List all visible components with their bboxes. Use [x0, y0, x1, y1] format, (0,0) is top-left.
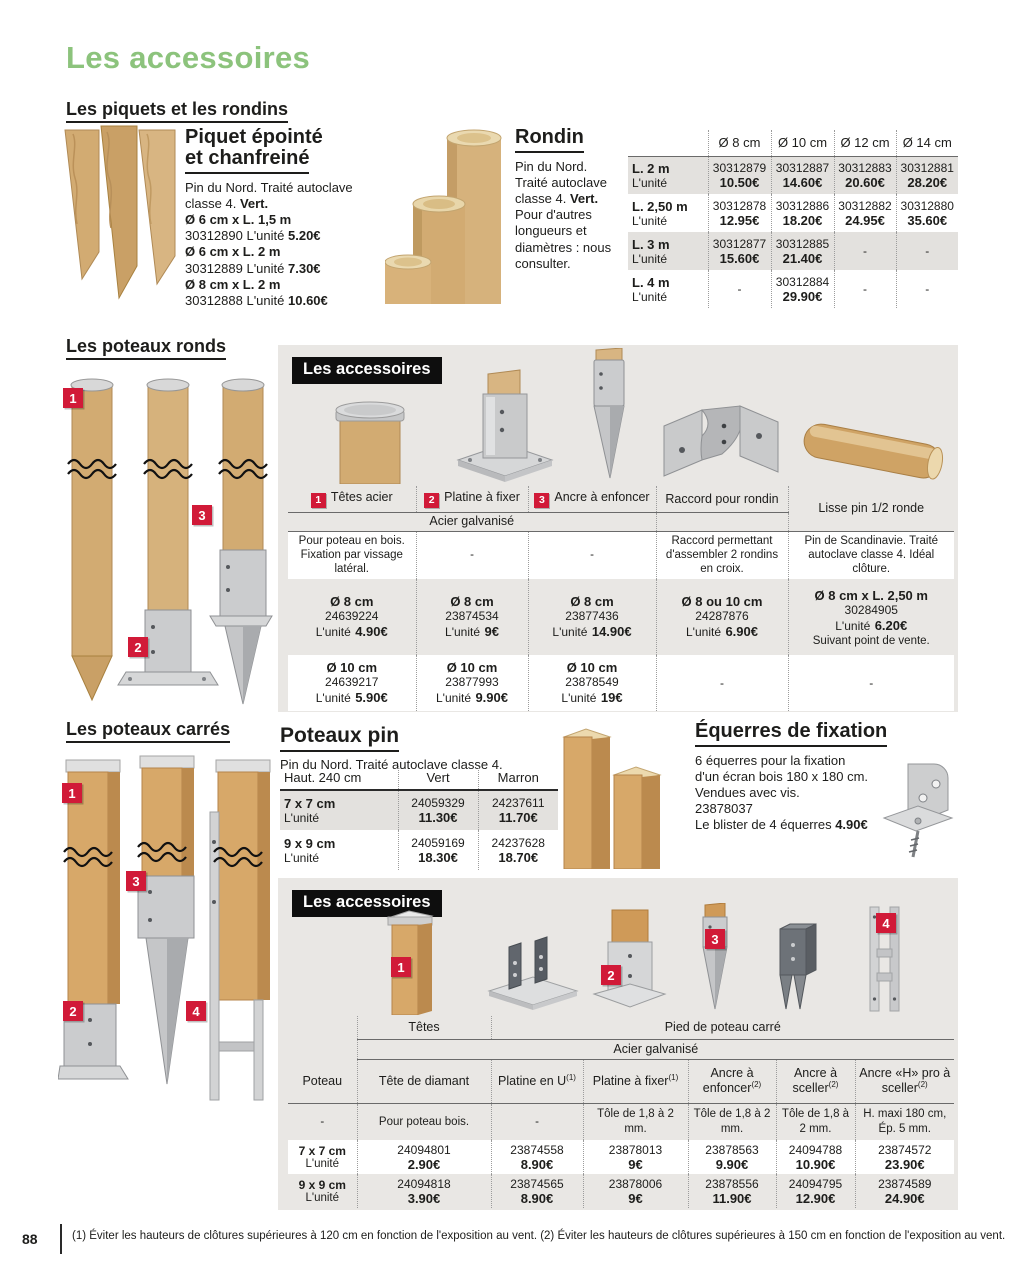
row-label: 7 x 7 cm: [298, 1144, 346, 1158]
price: 24.90€: [884, 1190, 925, 1206]
piquet-item: Ø 6 cm x L. 2 m 30312889 L'unité 7.30€: [185, 244, 321, 276]
price: 15.60€: [719, 250, 760, 266]
col-header: 2 Platine à fixer: [416, 486, 528, 512]
table-row: Ø 10 cm 24639217 L'unité 5.90€ Ø 10 cm 23877993 L'unité 9.90€ Ø 10 cm 23878549 L'unité 19€ - -: [288, 655, 954, 711]
rondins-photo: [385, 122, 505, 304]
col-header: 3 Ancre à enfoncer: [528, 486, 656, 512]
callout-badge-4: 4: [186, 1001, 206, 1021]
price: 3.90€: [407, 1190, 441, 1206]
col-header: Ancre à enfoncer$^{(2)}$: [688, 1059, 776, 1103]
panel-title: Les accessoires: [292, 357, 442, 384]
col-header: Ø 12 cm: [834, 130, 896, 156]
desc-cell: H. maxi 180 cm, Ép. 5 mm.: [855, 1103, 954, 1140]
price: 24.95€: [845, 212, 885, 228]
desc-cell: Tôle de 1,8 à 2 mm.: [583, 1103, 688, 1140]
desc-cell: Raccord permettant d'assembler 2 rondins en croix.: [656, 531, 788, 579]
dash-cell: -: [416, 531, 528, 579]
price: 6.20€: [874, 617, 908, 633]
product-title-piquet: Piquet épointé et chanfreiné: [185, 127, 375, 174]
price: 12.90€: [795, 1190, 836, 1206]
ref: 23874534: [445, 608, 499, 623]
dash-cell: -: [896, 270, 958, 308]
price: 14.60€: [782, 174, 823, 190]
col-header: Poteau: [288, 1059, 357, 1103]
callout-badge-3: 3: [705, 929, 725, 949]
price: 18.30€: [418, 849, 458, 865]
price: 9.90€: [475, 689, 508, 705]
ref: 24094801: [397, 1142, 451, 1157]
ref: 23874558: [510, 1142, 564, 1157]
table-row: L. 2,50 m L'unité 30312878 12.95€ 30312886 18.20€ 30312882 24.95€ 30312880 35.60€: [628, 194, 958, 232]
product-desc-poteaux-pin: Pin du Nord. Traité autoclave classe 4.: [280, 757, 503, 773]
ref: 23878013: [608, 1142, 663, 1157]
col-header: Haut. 240 cm: [280, 766, 398, 790]
col-header: Lisse pin 1/2 ronde: [788, 486, 954, 531]
platine-a-fixer-photo: [450, 368, 560, 484]
group-blank: [288, 1039, 357, 1059]
section-heading-piquets: Les piquets et les rondins: [66, 99, 288, 123]
table-row: 9 x 9 cm L'unité 24094818 3.90€ 23874565 8.90€ 23878006 9€ 23878556 11.90€ 24094795 12.90€ 23874589 24.90€: [288, 1174, 954, 1208]
price: 2.90€: [407, 1156, 441, 1172]
piquets-photo: [63, 124, 181, 306]
product-desc-equerres: 6 équerres pour la fixation d'un écran bois 180 x 180 cm. Vendues avec vis. 23878037 Le blister de 4 équerres 4.90€: [695, 753, 869, 833]
ref: 23878549: [565, 674, 619, 689]
ref: 23874565: [510, 1176, 564, 1191]
platine-en-u-photo: [485, 935, 580, 1011]
price: 11.70€: [498, 810, 538, 825]
col-header: Vert: [398, 766, 478, 790]
price: 11.90€: [712, 1190, 752, 1206]
table-row: [288, 1103, 954, 1140]
price: 28.20€: [907, 174, 948, 190]
dash-cell: -: [320, 1115, 325, 1128]
ref: 24094788: [788, 1142, 843, 1157]
ref: 23877436: [565, 608, 619, 623]
ref: 24639224: [325, 608, 379, 623]
product-desc-piquet: Pin du Nord. Traité autoclave classe 4. Vert.: [185, 180, 353, 212]
price: 35.60€: [907, 212, 948, 228]
ref: 24059329: [411, 796, 465, 810]
ref: 23874572: [878, 1142, 932, 1157]
price: 4.90€: [835, 817, 868, 833]
piquet-item: Ø 8 cm x L. 2 m 30312888 L'unité 10.60€: [185, 276, 328, 308]
row-label: L. 2 m: [632, 160, 670, 176]
table-row: Ø 8 cm 24639224 L'unité 4.90€ Ø 8 cm 23874534 L'unité 9€ Ø 8 cm 23877436 L'unité 14.90€ Ø 8 ou 10 cm 24287876 L'unité 6.90€ Ø 8 cm x L. 2,50 m 30284905 L'unité 6.20€ Suivant point de vente.: [288, 579, 954, 655]
ref: 24287876: [695, 608, 749, 623]
dash-cell: -: [834, 232, 896, 270]
price: 23.90€: [884, 1156, 925, 1172]
section-heading-poteaux-ronds: Les poteaux ronds: [66, 336, 226, 360]
ref: 23878037: [695, 801, 753, 817]
callout-badge-1: 1: [391, 957, 411, 977]
price: 6.90€: [725, 623, 758, 639]
group-header: Têtes: [357, 1016, 491, 1039]
badge-icon: 1: [311, 493, 326, 508]
price: 11.30€: [418, 810, 458, 825]
group-header: Pied de poteau carré: [491, 1016, 954, 1039]
platine-carree-photo: [592, 908, 667, 1014]
page-number: 88: [22, 1231, 38, 1247]
price: 14.90€: [591, 623, 632, 639]
subheader: Acier galvanisé: [357, 1039, 954, 1059]
col-header: Ø 10 cm: [771, 130, 834, 156]
price: 8.90€: [520, 1156, 554, 1172]
price: 8.90€: [520, 1190, 554, 1206]
dash-cell: -: [834, 270, 896, 308]
dash-cell: -: [656, 655, 788, 711]
ref: 30312885: [775, 236, 830, 251]
row-label: 9 x 9 cm: [284, 835, 336, 851]
accessories-carres-table: [288, 1016, 954, 1208]
badge-icon: 2: [424, 493, 439, 508]
ref: 23878556: [705, 1176, 759, 1191]
callout-badge-2: 2: [601, 965, 621, 985]
callout-badge-2: 2: [63, 1001, 83, 1021]
table-row: L. 2 m L'unité 30312879 10.50€ 30312887 14.60€ 30312883 20.60€ 30312881 28.20€: [628, 156, 958, 194]
page-title: Les accessoires: [66, 40, 311, 75]
row-label: L. 3 m: [632, 236, 670, 252]
price: 18.20€: [782, 212, 823, 228]
price: 5.90€: [355, 689, 388, 705]
table-row: [288, 531, 954, 579]
ref: 30312879: [712, 160, 767, 175]
ref: 24094795: [788, 1176, 843, 1191]
price: 10.90€: [795, 1156, 836, 1172]
price: 9€: [628, 1190, 643, 1206]
dash-cell: -: [708, 270, 771, 308]
equerre-photo: [878, 760, 958, 862]
price: 21.40€: [782, 250, 823, 266]
ref: 24059169: [411, 835, 465, 850]
row-label: 9 x 9 cm: [298, 1178, 346, 1192]
row-label: L. 2,50 m: [632, 198, 688, 214]
poteaux-carres-photo: [58, 752, 278, 1112]
callout-badge-1: 1: [63, 388, 83, 408]
rondin-price-table: [628, 130, 958, 308]
ref: 23878563: [705, 1142, 759, 1157]
price: 29.90€: [782, 288, 823, 304]
ref: 23878006: [608, 1176, 663, 1191]
row-label: 7 x 7 cm: [284, 796, 336, 811]
callout-badge-3: 3: [192, 505, 212, 525]
col-header: Ancre à sceller$^{(2)}$: [776, 1059, 855, 1103]
dash-cell: -: [528, 531, 656, 579]
subheader-blank: [656, 512, 788, 531]
ref: 24237611: [492, 796, 545, 810]
ref: 30312887: [775, 160, 830, 175]
price: 9€: [484, 623, 499, 639]
price: 19€: [600, 689, 623, 705]
price: 9.90€: [715, 1156, 749, 1172]
accessories-ronds-table: [288, 486, 954, 711]
table-row: 7 x 7 cm L'unité 24059329 11.30€ 24237611 11.70€: [280, 790, 558, 830]
product-title-poteaux-pin: Poteaux pin: [280, 725, 399, 752]
ref: 30312880: [900, 198, 954, 213]
col-header: Marron: [478, 766, 558, 790]
col-header: Tête de diamant: [357, 1059, 491, 1103]
price: 10.50€: [719, 174, 760, 190]
col-header: Ø 8 cm: [708, 130, 771, 156]
desc-cell: Tôle de 1,8 à 2 mm.: [776, 1103, 855, 1140]
dash-cell: -: [788, 655, 954, 711]
row-label: L. 4 m: [632, 274, 670, 290]
section-heading-poteaux-carres: Les poteaux carrés: [66, 719, 230, 743]
ancre-a-enfoncer-photo: [568, 348, 648, 484]
ref: 30312883: [838, 160, 892, 175]
table-row: L. 4 m L'unité - 30312884 29.90€ - -: [628, 270, 958, 308]
col-header: Platine en $U^{(1)}$: [491, 1059, 583, 1103]
poteaux-ronds-photo: [58, 372, 273, 707]
badge-icon: 3: [534, 493, 549, 508]
table-row: 7 x 7 cm L'unité 24094801 2.90€ 23874558 8.90€ 23878013 9€ 23878563 9.90€ 24094788 10.90€ 23874572 23.90€: [288, 1140, 954, 1174]
product-title-rondin: Rondin: [515, 127, 584, 153]
ancre-a-sceller-photo: [768, 913, 823, 1013]
raccord-rondin-photo: [662, 398, 782, 485]
ref: 24094818: [397, 1176, 451, 1191]
ref: 30312881: [900, 160, 954, 175]
poteaux-pin-table: [280, 766, 558, 870]
col-header: 1 Têtes acier: [288, 486, 416, 512]
subheader: Acier galvanisé: [288, 512, 656, 531]
ancre-a-enfoncer-carree-photo: [693, 903, 738, 1015]
col-header: Ancre «H» pro à sceller$^{(2)}$: [855, 1059, 954, 1103]
col-header: Ø 14 cm: [896, 130, 958, 156]
price: 18.70€: [498, 849, 539, 865]
col-header: Platine à fixer$^{(1)}$: [583, 1059, 688, 1103]
dash-cell: -: [896, 232, 958, 270]
ref: 24639217: [325, 674, 379, 689]
callout-badge-1: 1: [62, 783, 82, 803]
piquet-item: Ø 6 cm x L. 1,5 m 30312890 L'unité 5.20€: [185, 212, 321, 244]
ref: 30284905: [844, 602, 898, 617]
table-row: L. 3 m L'unité 30312877 15.60€ 30312885 21.40€ - -: [628, 232, 958, 270]
desc-cell: Pour poteau bois.: [357, 1103, 491, 1140]
panel-title: Les accessoires: [292, 890, 442, 917]
price: 4.90€: [355, 623, 388, 639]
ref: 30312877: [712, 236, 767, 251]
ref: 30312884: [775, 274, 830, 289]
product-desc-rondin: Pin du Nord. Traité autoclave classe 4. Vert. Pour d'autres longueurs et diamètres : nous consulter.: [515, 159, 612, 271]
ref: 23874589: [878, 1176, 932, 1191]
price: 20.60€: [845, 174, 885, 190]
table-corner: [628, 130, 708, 156]
ref: 30312878: [712, 198, 767, 213]
desc-cell: Pin de Scandinavie. Traité autoclave classe 4. Idéal clôture.: [788, 531, 954, 579]
table-row: 9 x 9 cm L'unité 24059169 18.30€ 24237628 18.70€: [280, 830, 558, 870]
poteaux-pin-photo: [556, 727, 668, 869]
product-title-equerres: Équerres de fixation: [695, 721, 887, 747]
group-blank: [288, 1016, 357, 1039]
ref: 24237628: [491, 835, 545, 850]
callout-badge-3: 3: [126, 871, 146, 891]
col-header: Raccord pour rondin: [656, 486, 788, 512]
tete-acier-photo: [322, 394, 417, 484]
price: 9€: [628, 1156, 643, 1172]
dash-cell: -: [491, 1103, 583, 1140]
footnote: (1) Éviter les hauteurs de clôtures supérieures à 120 cm en fonction de l'exposition au vent. (2) Éviter les hauteurs de clôtures supérieures à 150 cm en fonction de l'exposition au vent.: [60, 1224, 1012, 1254]
ref: 30312886: [775, 198, 830, 213]
desc-cell: Pour poteau en bois. Fixation par vissage latéral.: [298, 534, 405, 576]
callout-badge-4: 4: [876, 913, 896, 933]
ref: 23877993: [445, 674, 499, 689]
callout-badge-2: 2: [128, 637, 148, 657]
lisse-pin-photo: [795, 416, 950, 488]
desc-cell: Tôle de 1,8 à 2 mm.: [688, 1103, 776, 1140]
ref: 30312882: [838, 198, 892, 213]
price: 12.95€: [719, 212, 760, 228]
